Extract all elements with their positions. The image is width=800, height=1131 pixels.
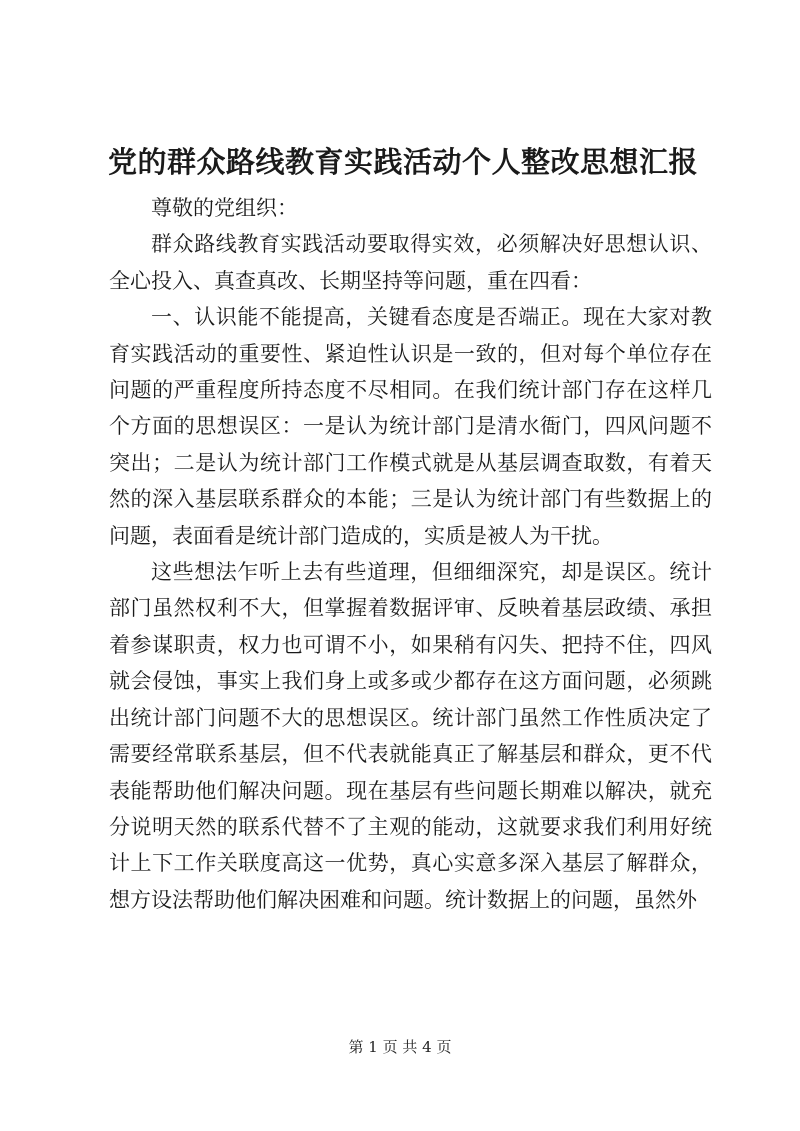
document-body: [109, 190, 712, 918]
intro-paragraph: 群众路线教育实践活动要取得实效，必须解决好思想认识、全心投入、真查真改、长期坚持等问题，重在四看：: [109, 232, 712, 293]
document-title: 党的群众路线教育实践活动个人整改思想汇报: [108, 145, 699, 179]
point-one-paragraph: 一、认识能不能提高，关键看态度是否端正。现在大家对教育实践活动的重要性、紧迫性认识是一致的，但对每个单位存在问题的严重程度所持态度不尽相同。在我们统计部门存在这样几个方面的思想误区：一是认为统计部门是清水衙门，四风问题不突出；二是认为统计部门工作模式就是从基层调查取数，有着天然的深入基层联系群众的本能；三是认为统计部门有些数据上的问题，表面看是统计部门造成的，实质是被人为干扰。: [109, 305, 712, 548]
salutation-paragraph: 尊敬的党组织：: [151, 196, 298, 220]
analysis-paragraph: 这些想法乍听上去有些道理，但细细深究，却是误区。统计部门虽然权利不大，但掌握着数据评审、反映着基层政绩、承担着参谋职责，权力也可谓不小，如果稍有闪失、把持不住，四风就会侵蚀，事实上我们身上或多或少都存在这方面问题，必须跳出统计部门问题不大的思想误区。统计部门虽然工作性质决定了需要经常联系基层，但不代表就能真正了解基层和群众，更不代表能帮助他们解决问题。现在基层有些问题长期难以解决，就充分说明天然的联系代替不了主观的能动，这就要求我们利用好统计上下工作关联度高这一优势，真心实意多深入基层了解群众，想方设法帮助他们解决困难和问题。统计数据上的问题，虽然外: [109, 560, 712, 912]
page-number-footer: 第 1 页 共 4 页: [348, 1038, 452, 1056]
